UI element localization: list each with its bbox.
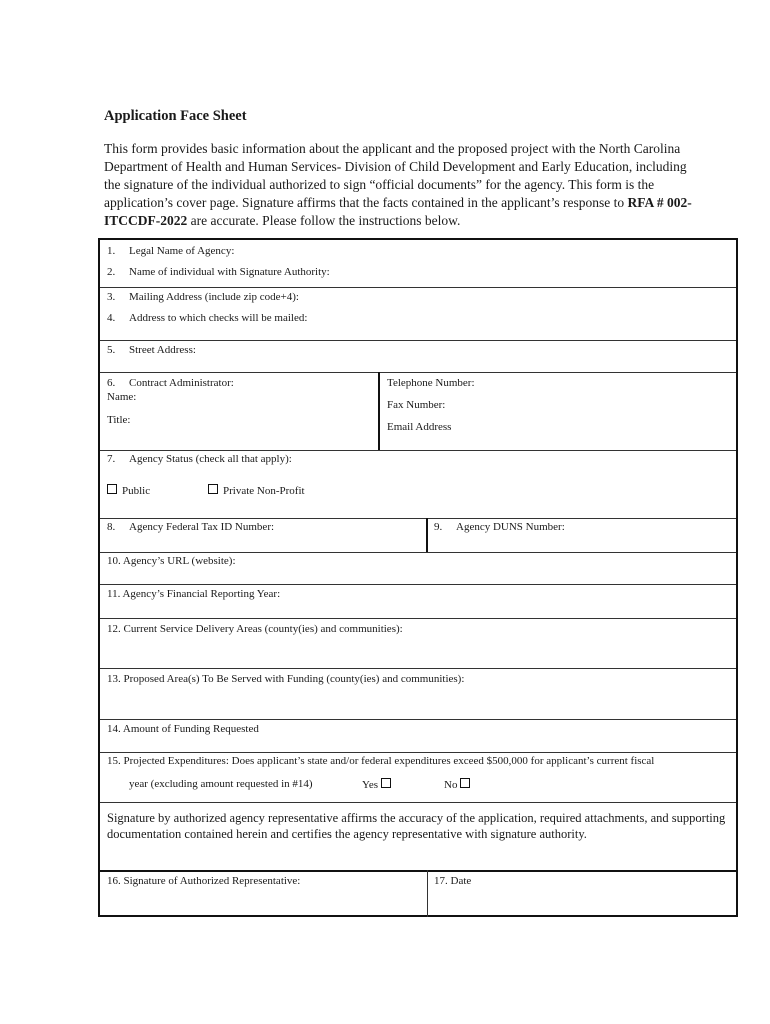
column-divider — [426, 518, 428, 552]
checkbox-private-nonprofit[interactable]: Private Non-Profit — [208, 484, 305, 497]
field-check-address[interactable]: 4. Address to which checks will be mailed: — [107, 312, 308, 324]
field-agency-url[interactable]: 10. Agency’s URL (website): — [107, 555, 236, 567]
row-divider — [100, 668, 736, 669]
row-divider — [100, 870, 736, 872]
row-divider — [100, 450, 736, 451]
row-divider — [100, 802, 736, 803]
field-legal-name[interactable]: 1. Legal Name of Agency: — [107, 245, 235, 257]
face-sheet-form — [98, 238, 738, 917]
row-divider — [100, 518, 736, 519]
field-email[interactable]: Email Address — [387, 421, 452, 433]
field-service-areas[interactable]: 12. Current Service Delivery Areas (county(ies) and communities): — [107, 623, 403, 635]
row-divider — [100, 752, 736, 753]
row-divider — [100, 618, 736, 619]
intro-text-end: are accurate. Please follow the instructions below. — [187, 213, 461, 228]
checkbox-yes[interactable]: Yes — [362, 778, 396, 791]
row-divider — [100, 552, 736, 553]
column-divider — [378, 372, 380, 450]
field-financial-year[interactable]: 11. Agency’s Financial Reporting Year: — [107, 588, 281, 600]
field-admin-name[interactable]: Name: — [107, 391, 137, 403]
checkbox-public[interactable]: Public — [107, 484, 150, 497]
field-admin-title[interactable]: Title: — [107, 414, 131, 426]
rfa-number: RFA # 002-ITCCDF-2022 — [104, 195, 692, 228]
field-expenditures-note: year (excluding amount requested in #14) — [129, 778, 313, 790]
field-street-address[interactable]: 5. Street Address: — [107, 344, 196, 356]
field-proposed-areas[interactable]: 13. Proposed Area(s) To Be Served with Funding (county(ies) and communities): — [107, 673, 465, 685]
field-signature-authority[interactable]: 2. Name of individual with Signature Authority: — [107, 266, 330, 278]
checkbox-icon[interactable] — [381, 778, 391, 788]
row-divider — [100, 340, 736, 341]
field-signature[interactable]: 16. Signature of Authorized Representative: — [107, 875, 301, 887]
signature-statement: Signature by authorized agency representative affirms the accuracy of the application, required attachments, and supporting documentation contained herein and certifies the agency representative with signature authority. — [107, 811, 726, 841]
checkbox-icon[interactable] — [460, 778, 470, 788]
field-telephone[interactable]: Telephone Number: — [387, 377, 475, 389]
intro-text: This form provides basic information about the applicant and the proposed project with the North Carolina Department of Health and Human Services- Division of Child Development and Early Education, including the signature of the individual authorized to sign “official documents” for the agency. This form is the application’s cover page. Signature affirms that the facts contained in the applicant’s response to — [104, 141, 687, 210]
row-divider — [100, 584, 736, 585]
row-divider — [100, 372, 736, 373]
checkbox-no[interactable]: No — [444, 778, 475, 791]
field-date[interactable]: 17. Date — [434, 875, 472, 887]
field-contract-administrator: 6. Contract Administrator: — [107, 377, 234, 389]
field-agency-status: 7. Agency Status (check all that apply): — [107, 453, 292, 465]
checkbox-icon[interactable] — [208, 484, 218, 494]
page-title: Application Face Sheet — [104, 108, 247, 124]
field-projected-expenditures: 15. Projected Expenditures: Does applicant’s state and/or federal expenditures exceed $500,000 for applicant’s current fiscal — [107, 755, 655, 767]
checkbox-icon[interactable] — [107, 484, 117, 494]
intro-paragraph — [104, 140, 704, 230]
field-fax[interactable]: Fax Number: — [387, 399, 446, 411]
field-funding-requested[interactable]: 14. Amount of Funding Requested — [107, 723, 259, 735]
column-divider — [427, 870, 428, 917]
row-divider — [100, 287, 736, 288]
field-federal-tax-id[interactable]: 8. Agency Federal Tax ID Number: — [107, 521, 275, 533]
row-divider — [100, 719, 736, 720]
field-duns-number[interactable]: 9. Agency DUNS Number: — [434, 521, 565, 533]
field-mailing-address[interactable]: 3. Mailing Address (include zip code+4): — [107, 291, 299, 303]
